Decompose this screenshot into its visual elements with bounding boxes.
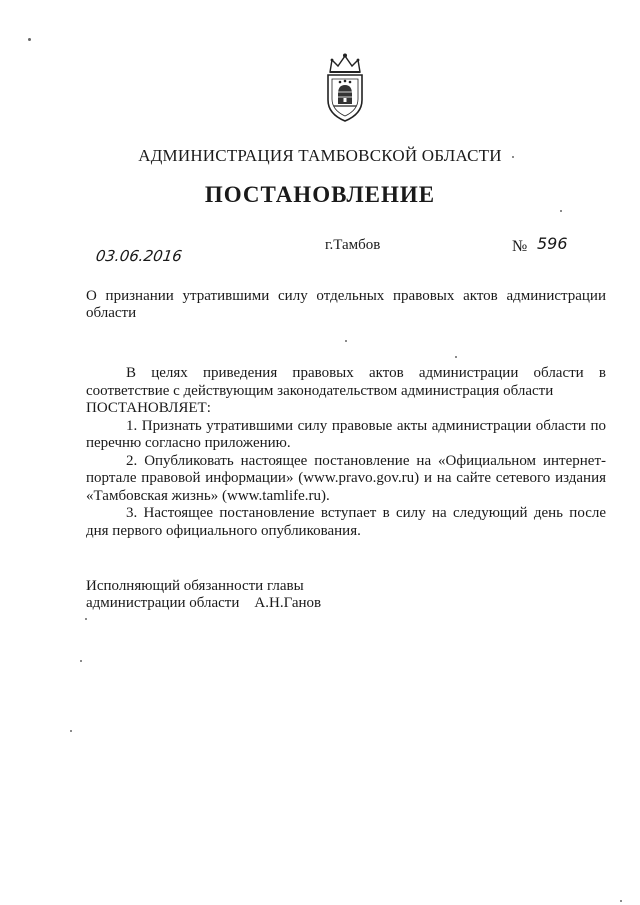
coat-of-arms-emblem bbox=[318, 52, 372, 124]
body-item-3: 3. Настоящее постановление вступает в силу на следующий день после дня первого официального опубликования. bbox=[86, 505, 606, 539]
scan-speck bbox=[85, 618, 87, 620]
body-item-1: 1. Признать утратившими силу правовые акты администрации области по перечню согласно приложению. bbox=[86, 417, 606, 451]
body-intro: В целях приведения правовых актов администрации области в соответствие с действующим законодательством администрация области bbox=[86, 365, 606, 399]
document-type-heading: ПОСТАНОВЛЕНИЕ bbox=[204, 182, 436, 207]
body-decree-word: ПОСТАНОВЛЯЕТ: bbox=[86, 400, 211, 416]
scan-speck bbox=[512, 156, 514, 158]
document-body bbox=[86, 365, 606, 540]
scan-speck bbox=[28, 38, 31, 41]
document-number-label: № bbox=[512, 238, 528, 255]
scan-speck bbox=[345, 340, 347, 342]
scan-speck bbox=[70, 730, 72, 732]
signature-line2 bbox=[86, 595, 321, 612]
signature-name: А.Н.Ганов bbox=[254, 595, 322, 611]
document-number: 596 bbox=[537, 234, 568, 253]
scan-speck bbox=[620, 900, 622, 902]
body-item-2: 2. Опубликовать настоящее постановление на «Официальном интернет-портале правовой информации» (www.pravo.gov.ru) и на сайте сетевого издания «Тамбовская жизнь» (www.tamlife.ru). bbox=[86, 452, 606, 504]
scan-speck bbox=[560, 210, 562, 212]
signature-position-line1: Исполняющий обязанности главы bbox=[86, 578, 304, 594]
document-city: г.Тамбов bbox=[325, 237, 381, 253]
scan-speck bbox=[455, 356, 457, 358]
document-title: О признании утратившими силу отдельных правовых актов администрации области bbox=[86, 288, 606, 321]
scan-speck bbox=[80, 660, 82, 662]
document-date: 03.06.2016 bbox=[94, 247, 184, 265]
agency-name: АДМИНИСТРАЦИЯ ТАМБОВСКОЙ ОБЛАСТИ bbox=[138, 146, 502, 165]
signature-position-line2: администрации области bbox=[86, 595, 240, 611]
signature-block bbox=[86, 578, 321, 612]
